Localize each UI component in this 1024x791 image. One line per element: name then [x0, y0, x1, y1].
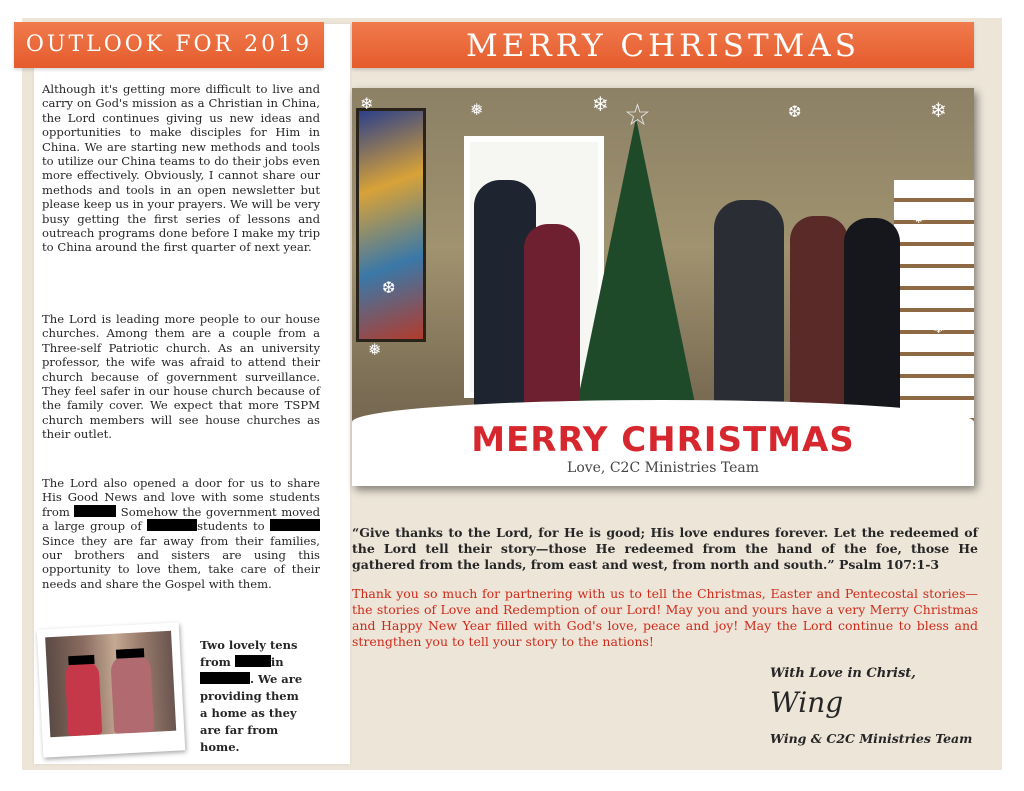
family-member — [524, 224, 580, 424]
scripture-verse: “Give thanks to the Lord, for He is good; His love endures forever. Let the redeemed of the Lord tell their story—those He redeemed from the hand of the foe, those He gathered from the lands, from east and west, from north and south.” Psalm 107:1-3 — [352, 525, 978, 572]
caption-text-1: Two lovely tens from — [200, 638, 298, 669]
snowflake-icon: ❄ — [932, 318, 946, 337]
teens-caption — [200, 637, 310, 756]
para3-text-3: students to — [197, 519, 265, 534]
family-member — [790, 216, 848, 412]
family-member — [714, 200, 784, 414]
para3-text-2: Somehow the government moved a large group of — [42, 504, 320, 534]
snowflake-icon: ❆ — [382, 278, 396, 297]
card-title: MERRY CHRISTMAS — [471, 420, 855, 460]
wall-painting — [356, 108, 426, 342]
redaction-bar — [270, 519, 320, 531]
signature-closing: With Love in Christ, — [770, 666, 916, 681]
family-member — [844, 218, 900, 414]
para3-text-1: The Lord also opened a door for us to share His Good News and love with some students from — [42, 476, 320, 519]
redaction-bar — [200, 672, 250, 684]
redaction-bar — [235, 655, 271, 667]
christmas-family-photo — [352, 88, 974, 486]
redaction-bar — [147, 519, 197, 531]
thank-you-message: Thank you so much for partnering with us to tell the Christmas, Easter and Pentecostal stories—the stories of Love and Redemption of our Lord! May you and yours have a very Merry Christmas and Happy New Year filled with God's love, peace and joy! May the Lord continue to bless and strengthen you to tell your story to the nations! — [352, 586, 978, 649]
signature-name: Wing — [770, 686, 844, 719]
outlook-paragraph-3 — [42, 476, 320, 591]
christmas-tree — [574, 118, 698, 418]
snowflake-icon: ❆ — [788, 102, 802, 121]
snowflake-icon: ❅ — [470, 100, 484, 119]
snowflake-icon: ❄ — [930, 98, 947, 122]
outlook-paragraph-1: Although it's getting more difficult to live and carry on God's mission as a Christian in China, the Lord continues giving us new ideas and opportunities to make disciples for Him in China. We are starting new methods and tools to utilize our China teams to do their jobs even more effectively. Obviously, I cannot share our methods and tools in an open newsletter but please keep us in your prayers. We will be very busy getting the first series of lessons and outreach programs done before I make my trip to China around the first quarter of next year. — [42, 82, 320, 255]
teens-photo-image — [45, 631, 176, 737]
face-redaction — [116, 648, 144, 658]
teen-figure — [110, 654, 154, 734]
snowflake-icon: ❅ — [368, 340, 382, 359]
card-subtitle: Love, C2C Ministries Team — [567, 460, 759, 476]
outlook-heading: OUTLOOK FOR 2019 — [14, 22, 324, 68]
redaction-bar — [74, 505, 116, 517]
snowflake-icon: ❄ — [592, 92, 609, 116]
merry-christmas-heading: MERRY CHRISTMAS — [352, 22, 974, 68]
teen-figure — [64, 661, 102, 737]
snowflake-icon: ❅ — [912, 208, 926, 227]
face-redaction — [68, 655, 94, 665]
caption-text-3: . We are providing them a home as they are far from home. — [200, 672, 303, 754]
teens-photo — [37, 622, 186, 757]
snowflake-icon: ❄ — [360, 94, 374, 113]
signature-team: Wing & C2C Ministries Team — [770, 731, 973, 746]
tree-star-icon: ☆ — [624, 98, 651, 133]
para3-text-4: Since they are far away from their families, our brothers and sisters are using this opportunity to love them, take care of their needs and share the Gospel with them. — [42, 533, 320, 591]
outlook-paragraph-2: The Lord is leading more people to our house churches. Among them are a couple from a Three-self Patriotic church. As an university professor, the wife was afraid to attend their church because of government surveillance. They feel safer in our house church because of the family cover. We expect that more TSPM church members will see house churches as their outlet. — [42, 312, 320, 442]
caption-text-2: in — [270, 655, 284, 669]
